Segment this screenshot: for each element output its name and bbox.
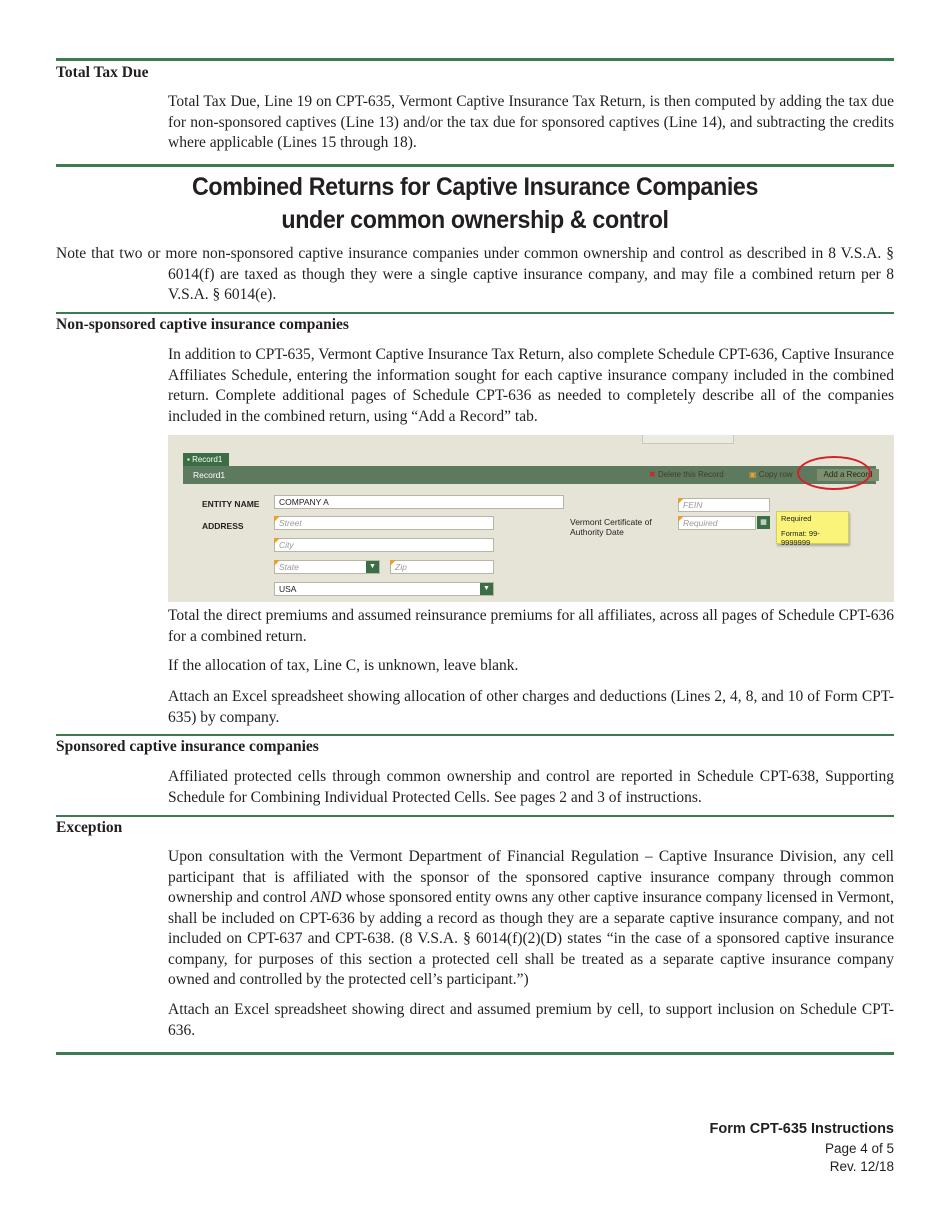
paragraph-total-tax-due: Total Tax Due, Line 19 on CPT-635, Vermont Captive Insurance Tax Return, is then computed by adding the tax due for non-sponsored captives (Line 13) and/or the tax due for sponsored captives (Line 14), and subtracting the credits where applicable (Lines 15 through 18). [168, 93, 894, 151]
state-dropdown-icon[interactable]: ▼ [366, 561, 379, 573]
paragraph-exception-1 [168, 847, 894, 991]
paragraph-non-sponsored-1: In addition to CPT-635, Vermont Captive Insurance Tax Return, also complete Schedule CPT-636, Captive Insurance Affiliates Schedule, entering the information sought for each captive insurance company included in the combined return. Complete additional pages of Schedule CPT-636 as needed to completely describe all of the companies included in the combined return, using “Add a Record” tab. [168, 346, 894, 425]
divider-sponsored [56, 734, 894, 736]
top-tab-stub [642, 435, 734, 444]
delete-icon: ✖ [649, 470, 656, 479]
state-select[interactable]: State [274, 560, 380, 574]
note-paragraph: Note that two or more non-sponsored captive insurance companies under common ownership and control as described in 8 V.S.A. § 6014(f) are taxed as though they were a single captive insurance company, and may file a combined return per 8 V.S.A. § 6014(e). [56, 245, 894, 303]
exception-text-b: whose sponsored entity owns any other captive insurance company licensed in Vermont, shall be included on CPT-636 by adding a record as though they are a separate captive insurance company, and not included on CPT-637 and CPT-638. (8 V.S.A. § 6014(f)(2)(D) states “in the case of a sponsored captive insurance company, for purposes of this section a protected cell shall be treated as a separate captive insurance company owned and controlled by the protected cell’s participant.”) [168, 889, 895, 988]
paragraph-non-sponsored-3: If the allocation of tax, Line C, is unknown, leave blank. [168, 657, 519, 674]
city-input[interactable]: City [274, 538, 494, 552]
section-rule [56, 164, 894, 167]
add-record-button[interactable]: Add a Record [817, 469, 879, 481]
calendar-icon[interactable]: ▦ [757, 516, 770, 529]
certificate-date-input[interactable]: Required [678, 516, 756, 530]
delete-record-button[interactable] [649, 466, 724, 484]
section-title-line1: Combined Returns for Captive Insurance Companies [191, 173, 759, 201]
copy-row-button[interactable] [749, 466, 793, 484]
footer-page-number: Page 4 of 5 [824, 1141, 894, 1156]
record-bar [183, 466, 876, 484]
heading-non-sponsored: Non-sponsored captive insurance companies [56, 316, 349, 333]
zip-input[interactable]: Zip [390, 560, 494, 574]
footer-revision: Rev. 12/18 [829, 1159, 894, 1174]
record-tab-label: Record1 [192, 455, 223, 464]
highlight-circle [797, 456, 871, 490]
paragraph-non-sponsored-2: Total the direct premiums and assumed reinsurance premiums for all affiliates, across all pages of Schedule CPT-636 for a combined return. [168, 607, 894, 645]
top-rule [56, 58, 894, 61]
paragraph-non-sponsored-4: Attach an Excel spreadsheet showing allocation of other charges and deductions (Lines 2, 4, 8, and 10 of Form CPT-635) by company. [168, 688, 894, 726]
paragraph-exception-2: Attach an Excel spreadsheet showing direct and assumed premium by cell, to support inclusion on Schedule CPT-636. [168, 1001, 894, 1039]
bottom-rule [56, 1052, 894, 1055]
section-title-line2: under common ownership & control [281, 206, 669, 234]
delete-record-label: Delete this Record [657, 470, 724, 479]
record-bar-label: Record1 [193, 470, 226, 480]
street-input[interactable]: Street [274, 516, 494, 530]
country-dropdown-icon[interactable]: ▼ [480, 583, 493, 595]
heading-exception: Exception [56, 819, 123, 836]
required-tooltip [776, 511, 849, 547]
tooltip-required: Required [781, 514, 812, 523]
entity-name-input[interactable]: COMPANY A [274, 495, 564, 509]
footer-form-name: Form CPT-635 Instructions [709, 1121, 894, 1137]
heading-sponsored: Sponsored captive insurance companies [56, 738, 319, 755]
certificate-date-label: Vermont Certificate of Authority Date [570, 517, 652, 537]
exception-text-emphasis: AND [310, 889, 342, 906]
exception-text-a: Upon consultation with the Vermont Department of Financial Regulation – Captive Insurance Division, any cell participant that is affiliated with the sponsor of the sponsored captive insurance company through common ownership and control [168, 848, 894, 906]
country-select[interactable]: USA [274, 582, 494, 596]
form-screenshot [168, 435, 894, 602]
divider-exception [56, 815, 894, 817]
fein-input[interactable]: FEIN [678, 498, 770, 512]
minus-icon: ▪ [187, 455, 193, 464]
copy-icon: ▣ [749, 470, 757, 479]
heading-total-tax-due: Total Tax Due [56, 64, 149, 81]
record-tab[interactable] [183, 453, 229, 466]
tooltip-format: Format: 99-9999999 [781, 529, 820, 547]
divider-non-sponsored [56, 312, 894, 314]
entity-name-label: ENTITY NAME [202, 499, 260, 509]
paragraph-sponsored: Affiliated protected cells through common ownership and control are reported in Schedule CPT-638, Supporting Schedule for Combining Individual Protected Cells. See pages 2 and 3 of instructions. [168, 768, 894, 806]
address-label: ADDRESS [202, 521, 244, 531]
copy-row-label: Copy row [758, 470, 793, 479]
